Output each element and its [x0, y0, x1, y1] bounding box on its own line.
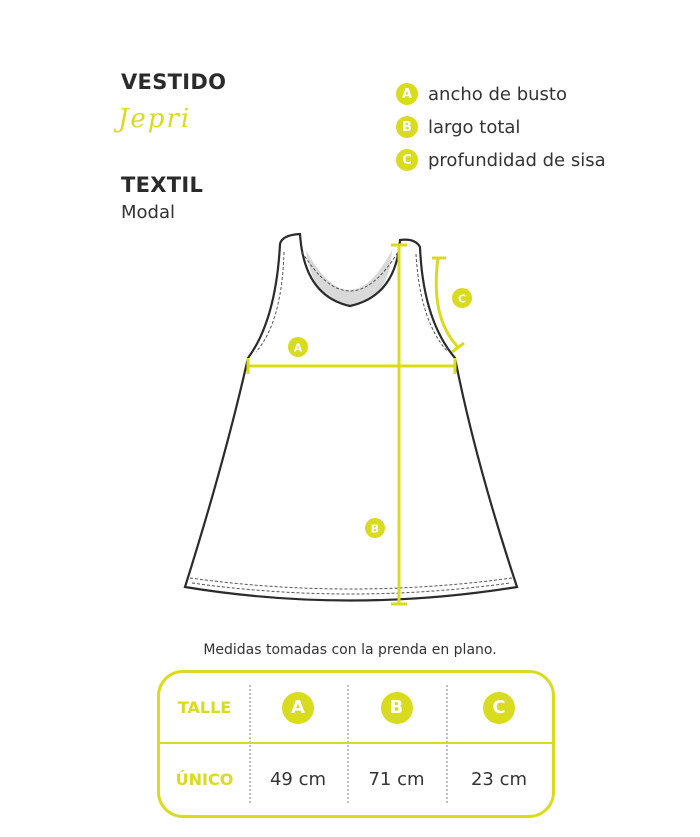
legend-label-b: largo total — [428, 116, 521, 138]
table-header-badge-c: C — [483, 692, 515, 724]
product-name-script: Jepri — [118, 104, 192, 134]
diagram-badge-c — [452, 288, 472, 308]
table-header-a — [249, 673, 347, 742]
table-value-a: 49 cm — [269, 769, 327, 790]
measurement-note: Medidas tomadas con la prenda en plano. — [203, 642, 497, 658]
dress-outline — [185, 234, 517, 601]
table-header-c — [446, 673, 552, 742]
diagram-badge-b-text: B — [370, 522, 380, 536]
fabric-value: Modal — [121, 202, 175, 223]
table-row-label: ÚNICO — [175, 770, 234, 789]
diagram-badge-c-text: C — [457, 292, 467, 306]
table-value-c: 23 cm — [470, 769, 528, 790]
table-header-badge-b: B — [381, 692, 413, 724]
table-header-b — [347, 673, 446, 742]
diagram-badge-a — [288, 337, 308, 357]
table-size-header: TALLE — [177, 698, 232, 717]
diagram-badge-b — [365, 518, 385, 538]
size-table — [157, 670, 555, 818]
legend-badge-b: B — [396, 116, 418, 138]
legend-badge-a: A — [396, 83, 418, 105]
table-value-b: 71 cm — [368, 769, 425, 790]
table-header-badge-a: A — [282, 692, 314, 724]
diagram-badge-a-text: A — [293, 341, 303, 355]
legend-badge-c: C — [396, 149, 418, 171]
legend-label-c: profundidad de sisa — [428, 149, 606, 171]
product-type-heading: VESTIDO — [121, 70, 227, 94]
fabric-heading: TEXTIL — [121, 173, 204, 197]
legend-label-a: ancho de busto — [428, 83, 567, 105]
